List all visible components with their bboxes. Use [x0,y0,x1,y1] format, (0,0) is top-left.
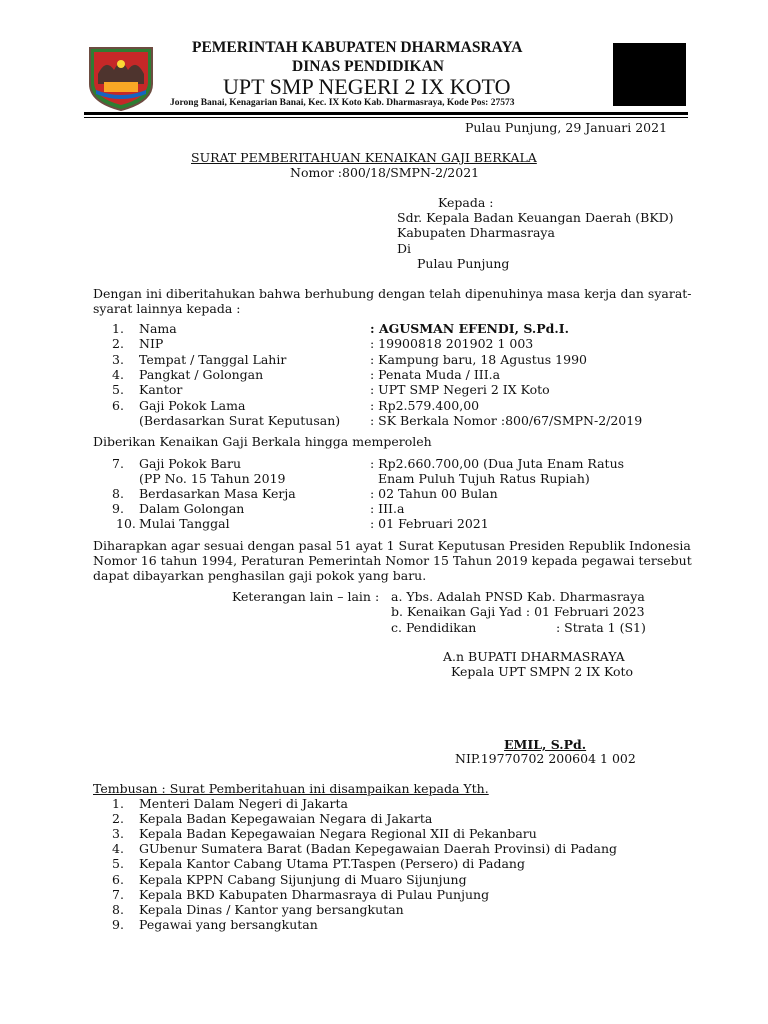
row-label: (PP No. 15 Tahun 2019 [139,471,286,486]
cc-number: 4. [112,841,124,856]
row-value: : SK Berkala Nomor :800/67/SMPN-2/2019 [370,413,643,428]
recipient-line4: Pulau Punjung [417,256,510,271]
cc-heading: Tembusan : Surat Pemberitahuan ini disampaikan kepada Yth. [93,781,489,796]
row-value: : III.a [370,501,405,516]
granted-heading: Diberikan Kenaikan Gaji Berkala hingga memperoleh [93,434,432,449]
row-number: 5. [112,382,124,397]
note-a: a. Ybs. Adalah PNSD Kab. Dharmasraya [391,589,645,604]
row-number: 1. [112,321,124,336]
recipient-kepada: Kepada : [438,195,494,210]
recipient-line3: Di [397,241,412,256]
cc-list-item [0,856,768,872]
cc-list-item [0,887,768,903]
row-number: 10. [116,516,136,531]
row-number: 2. [112,336,124,351]
row-value: : Penata Muda / III.a [370,367,501,382]
row-value: : Rp2.579.400,00 [370,398,480,413]
row-number: 4. [112,367,124,382]
note-c-value: : Strata 1 (S1) [556,620,646,635]
row-number: 8. [112,486,124,501]
row-number: 6. [112,398,124,413]
cc-list-item [0,826,768,842]
row-value: : 01 Februari 2021 [370,516,489,531]
signatory-name: EMIL, S.Pd. [504,737,587,752]
cc-list-item [0,841,768,857]
row-value: : UPT SMP Negeri 2 IX Koto [370,382,550,397]
recipient-line1: Sdr. Kepala Badan Keuangan Daerah (BKD) [397,210,674,225]
granted-row [0,486,768,502]
letterhead-line1: PEMERINTAH KABUPATEN DHARMASRAYA [192,39,523,56]
cc-list-item [0,872,768,888]
employee-row [0,352,768,368]
letterhead-rule-thin [84,117,688,118]
cc-number: 5. [112,856,124,871]
row-value: : 02 Tahun 00 Bulan [370,486,498,501]
cc-text: Kepala Kantor Cabang Utama PT.Taspen (Persero) di Padang [139,856,525,871]
cc-list-item [0,796,768,812]
cc-text: Kepala Badan Kepegawaian Negara Regional XII di Pekanbaru [139,826,537,841]
cc-text: Kepala Dinas / Kantor yang bersangkutan [139,902,404,917]
granted-row [0,516,768,532]
intro-line2: syarat lainnya kepada : [93,301,241,316]
row-number: 3. [112,352,124,367]
employee-name: : AGUSMAN EFENDI, S.Pd.I. [370,321,569,336]
row-label: Tempat / Tanggal Lahir [139,352,287,367]
row-label: Nama [139,321,177,336]
letterhead-line2: DINAS PENDIDIKAN [292,58,445,75]
row-label: Berdasarkan Masa Kerja [139,486,296,501]
employee-row [0,336,768,352]
closing-line2: Nomor 16 tahun 1994, Peraturan Pemerintah Nomor 15 Tahun 2019 kepada pegawai tersebut [93,553,692,568]
granted-row [0,456,768,472]
row-label: (Berdasarkan Surat Keputusan) [139,413,341,428]
cc-number: 7. [112,887,124,902]
row-label: Mulai Tanggal [139,516,230,531]
notes-label: Keterangan lain – lain : [232,589,380,604]
row-label: Dalam Golongan [139,501,245,516]
row-value: : Kampung baru, 18 Agustus 1990 [370,352,587,367]
cc-list-item [0,902,768,918]
letter-number: Nomor :800/18/SMPN-2/2021 [290,165,480,180]
cc-text: Kepala BKD Kabupaten Dharmasraya di Pulau Punjung [139,887,490,902]
cc-number: 9. [112,917,124,932]
row-label: Kantor [139,382,183,397]
signature-on-behalf: A.n BUPATI DHARMASRAYA [443,649,625,664]
letterhead-address: Jorong Banai, Kenagarian Banai, Kec. IX Koto Kab. Dharmasraya, Kode Pos: 27573 [170,98,515,108]
row-value: Enam Puluh Tujuh Ratus Rupiah) [378,471,590,486]
cc-text: Kepala Badan Kepegawaian Negara di Jakarta [139,811,433,826]
cc-number: 3. [112,826,124,841]
row-label: Pangkat / Golongan [139,367,264,382]
row-number: 9. [112,501,124,516]
row-value: : Rp2.660.700,00 (Dua Juta Enam Ratus [370,456,625,471]
closing-line1: Diharapkan agar sesuai dengan pasal 51 ayat 1 Surat Keputusan Presiden Republik Indonesia [93,538,691,553]
cc-text: Menteri Dalam Negeri di Jakarta [139,796,348,811]
note-c-label: c. Pendidikan [391,620,477,635]
cc-number: 1. [112,796,124,811]
signature-position: Kepala UPT SMPN 2 IX Koto [451,664,634,679]
letterhead-school: UPT SMP NEGERI 2 IX KOTO [223,74,511,99]
recipient-line2: Kabupaten Dharmasraya [397,225,555,240]
employee-row [0,413,768,429]
employee-row [0,321,768,337]
place-date: Pulau Punjung, 29 Januari 2021 [465,120,668,135]
photo-placeholder [613,43,686,106]
cc-text: Pegawai yang bersangkutan [139,917,318,932]
intro-line1: Dengan ini diberitahukan bahwa berhubung dengan telah dipenuhinya masa kerja dan syarat- [93,286,692,301]
row-value: : 19900818 201902 1 003 [370,336,534,351]
row-label: Gaji Pokok Lama [139,398,246,413]
employee-row [0,382,768,398]
row-label: NIP [139,336,164,351]
signatory-nip: NIP.19770702 200604 1 002 [455,751,636,766]
granted-row [0,471,768,487]
employee-row [0,367,768,383]
cc-number: 8. [112,902,124,917]
cc-text: GUbenur Sumatera Barat (Badan Kepegawaian Daerah Provinsi) di Padang [139,841,618,856]
cc-list-item [0,917,768,933]
closing-line3: dapat dibayarkan penghasilan gaji pokok yang baru. [93,568,427,583]
cc-number: 6. [112,872,124,887]
cc-number: 2. [112,811,124,826]
regency-logo [84,44,158,112]
row-number: 7. [112,456,124,471]
letterhead-rule-thick [84,112,688,115]
note-b: b. Kenaikan Gaji Yad : 01 Februari 2023 [391,604,645,619]
cc-text: Kepala KPPN Cabang Sijunjung di Muaro Sijunjung [139,872,467,887]
row-label: Gaji Pokok Baru [139,456,242,471]
letter-title: SURAT PEMBERITAHUAN KENAIKAN GAJI BERKALA [191,150,537,165]
employee-row [0,398,768,414]
granted-row [0,501,768,517]
cc-list-item [0,811,768,827]
